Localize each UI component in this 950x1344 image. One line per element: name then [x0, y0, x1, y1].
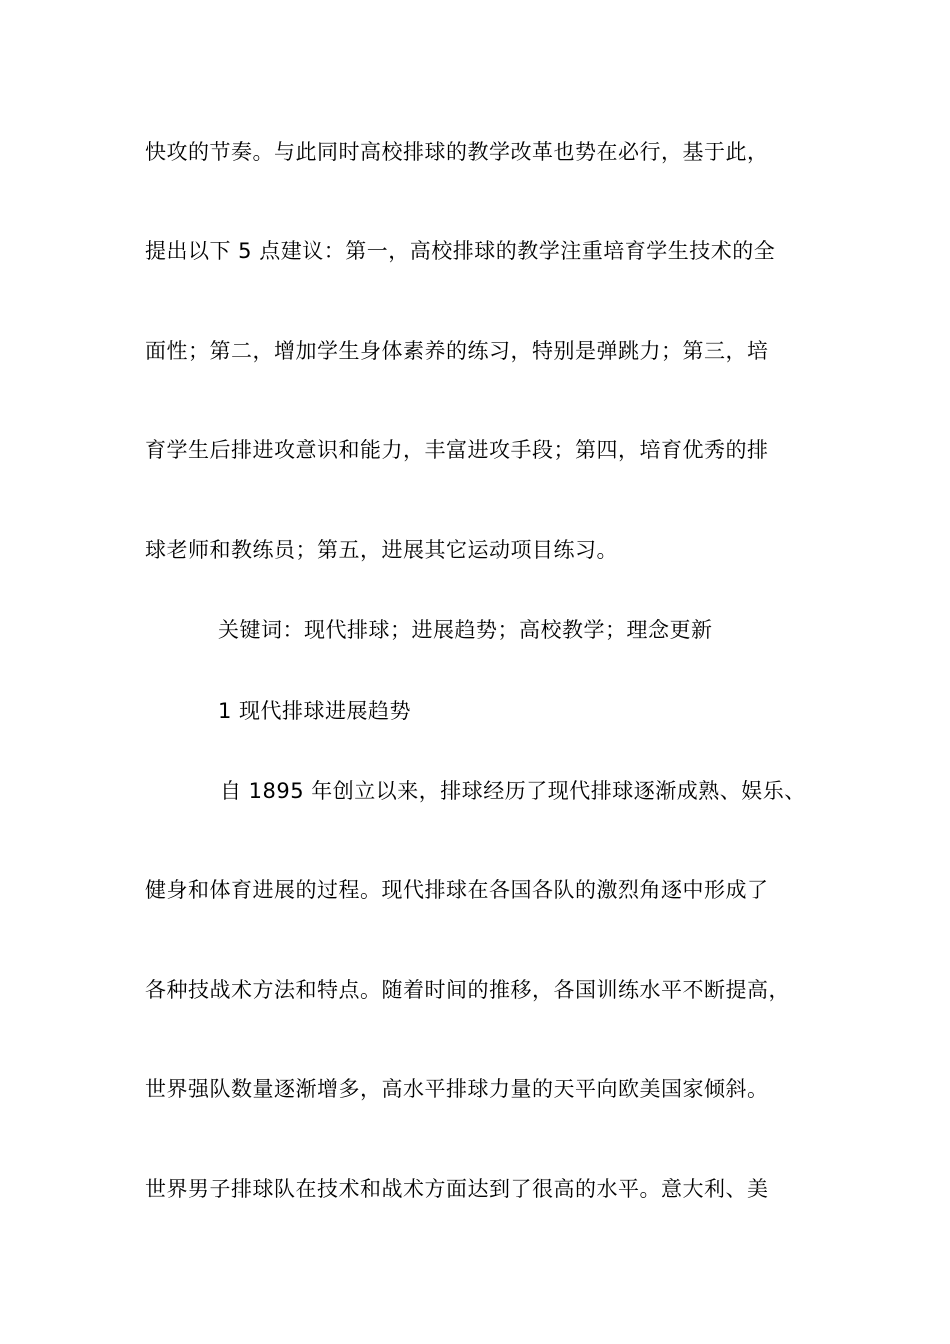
- abstract-line-4: 育学生后排进攻意识和能力，丰富进攻手段；第四，培育优秀的排: [145, 438, 769, 462]
- abstract-line-1: 快攻的节奏。与此同时高校排球的教学改革也势在必行，基于此，: [145, 140, 769, 164]
- abstract-line-2: 提出以下 5 点建议：第一，高校排球的教学注重培育学生技术的全: [145, 239, 776, 263]
- body-line-1: 自 1895 年创立以来，排球经历了现代排球逐渐成熟、娱乐、: [220, 779, 806, 803]
- body-line-4: 世界强队数量逐渐增多，高水平排球力量的天平向欧美国家倾斜。: [145, 1077, 769, 1101]
- body-line-2: 健身和体育进展的过程。现代排球在各国各队的激烈角逐中形成了: [145, 878, 769, 902]
- abstract-line-3: 面性；第二，增加学生身体素养的练习，特别是弹跳力；第三，培: [145, 339, 769, 363]
- keywords: 关键词：现代排球；进展趋势；高校教学；理念更新: [218, 618, 713, 642]
- body-line-5: 世界男子排球队在技术和战术方面达到了很高的水平。意大利、美: [145, 1177, 769, 1201]
- body-line-3: 各种技战术方法和特点。随着时间的推移，各国训练水平不断提高，: [145, 978, 790, 1002]
- section-heading: 1 现代排球进展趋势: [218, 699, 412, 723]
- abstract-line-5: 球老师和教练员；第五，进展其它运动项目练习。: [145, 538, 618, 562]
